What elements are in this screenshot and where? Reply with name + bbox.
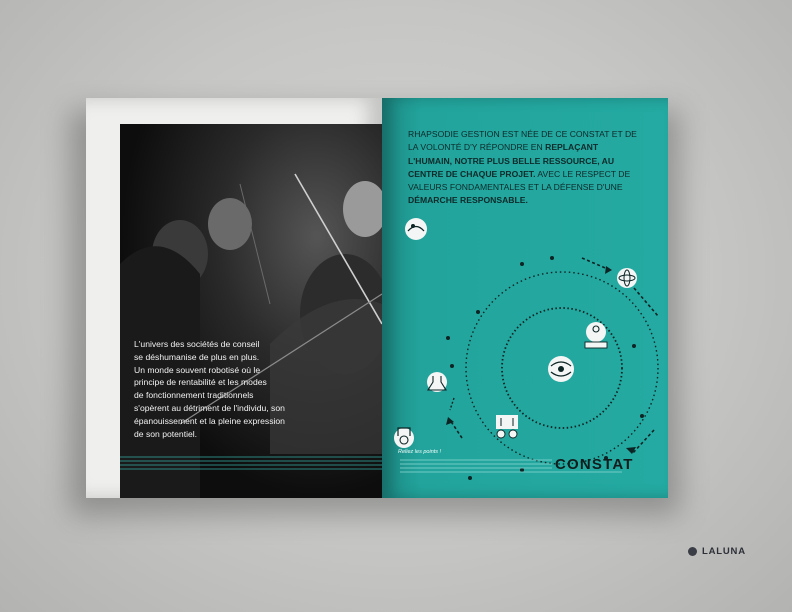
left-body-text: L'univers des sociétés de conseil se déshumanise de plus en plus. Un monde souvent robotisé où le principe de rentabilité et les modes de fonctionnement traditionnels s'opèrent au détriment de l'individu, son épanouissement et la pleine expression de son potentiel. <box>134 339 285 439</box>
caption-text: Reliez les points ! <box>398 449 442 455</box>
handshake-icon <box>405 218 427 240</box>
person-at-desk-icon <box>585 322 607 348</box>
section-heading: CONSTAT <box>555 456 634 473</box>
brand-dot-icon <box>688 547 697 556</box>
flask-icon <box>427 372 447 392</box>
left-page <box>86 98 382 498</box>
intro-paragraph: RHAPSODIE GESTION EST NÉE DE CE CONSTAT ET DE LA VOLONTÉ D'Y RÉPONDRE EN REPLAÇANT L'HUMAIN, NOTRE PLUS BELLE RESSOURCE, AU CENTRE DE CHAQUE PROJET. AVEC LE RESPECT DE VALEURS FONDAMENTALES ET LA DÉFENSE D'UNE DÉMARCHE RESPONSABLE. <box>408 129 637 206</box>
team-icon <box>496 415 518 438</box>
right-page <box>382 98 668 498</box>
orchestra-photo <box>120 124 382 498</box>
connect-the-dots-diagram <box>382 98 668 498</box>
brand-name: LALUNA <box>702 546 746 557</box>
atom-icon <box>617 268 637 288</box>
open-booklet <box>86 98 668 498</box>
brand-logo <box>688 546 746 557</box>
collaboration-icon <box>548 356 574 382</box>
person-bust-icon <box>394 428 414 448</box>
